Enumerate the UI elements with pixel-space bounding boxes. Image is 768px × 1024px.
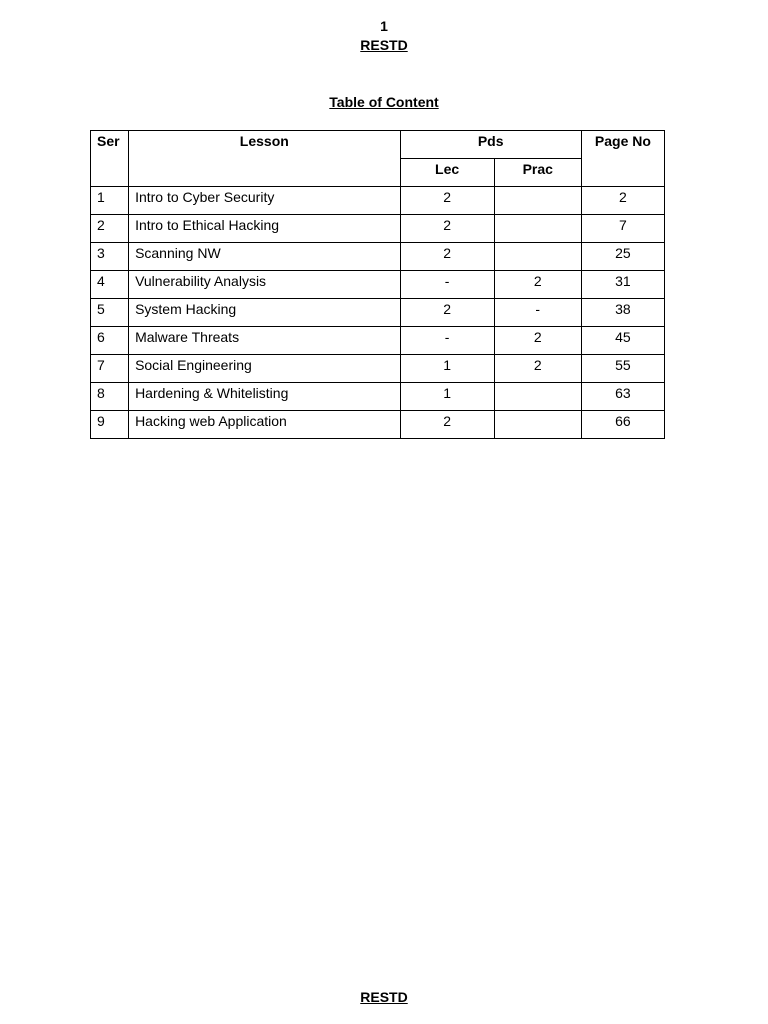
cell-lec: 2: [400, 215, 494, 243]
header-prac: Prac: [494, 159, 581, 187]
document-title: Table of Content: [329, 94, 439, 110]
cell-prac: [494, 243, 581, 271]
table-row: [91, 243, 665, 271]
header-ser: Ser: [91, 131, 129, 187]
cell-ser: 2: [91, 215, 129, 243]
header-lesson: Lesson: [129, 131, 400, 187]
header-page-no: Page No: [581, 131, 664, 187]
cell-ser: 6: [91, 327, 129, 355]
cell-lesson: Vulnerability Analysis: [129, 271, 400, 299]
classification-header: RESTD: [360, 37, 408, 53]
header-pds: Pds: [400, 131, 581, 159]
cell-prac: [494, 215, 581, 243]
cell-prac: 2: [494, 355, 581, 383]
cell-prac: 2: [494, 271, 581, 299]
cell-ser: 1: [91, 187, 129, 215]
page-number: 1: [380, 18, 388, 34]
cell-lesson: Intro to Cyber Security: [129, 187, 400, 215]
table-header-row: [91, 131, 665, 159]
table-of-contents: [90, 130, 665, 439]
table-body: [91, 187, 665, 439]
cell-ser: 8: [91, 383, 129, 411]
cell-page-no: 2: [581, 187, 664, 215]
cell-lesson: Hardening & Whitelisting: [129, 383, 400, 411]
cell-prac: [494, 383, 581, 411]
cell-lec: 2: [400, 411, 494, 439]
cell-lec: 2: [400, 187, 494, 215]
cell-lesson: Intro to Ethical Hacking: [129, 215, 400, 243]
table-row: [91, 355, 665, 383]
cell-prac: [494, 187, 581, 215]
cell-lec: 1: [400, 355, 494, 383]
cell-page-no: 66: [581, 411, 664, 439]
cell-ser: 9: [91, 411, 129, 439]
header-lec: Lec: [400, 159, 494, 187]
classification-footer: RESTD: [360, 989, 408, 1005]
cell-lec: -: [400, 271, 494, 299]
cell-lec: 1: [400, 383, 494, 411]
table-row: [91, 271, 665, 299]
table-row: [91, 383, 665, 411]
cell-page-no: 25: [581, 243, 664, 271]
cell-page-no: 38: [581, 299, 664, 327]
table-row: [91, 411, 665, 439]
cell-prac: -: [494, 299, 581, 327]
table-row: [91, 187, 665, 215]
cell-lec: -: [400, 327, 494, 355]
cell-lesson: Scanning NW: [129, 243, 400, 271]
cell-prac: 2: [494, 327, 581, 355]
cell-prac: [494, 411, 581, 439]
cell-lesson: Malware Threats: [129, 327, 400, 355]
cell-lec: 2: [400, 299, 494, 327]
cell-lec: 2: [400, 243, 494, 271]
cell-page-no: 31: [581, 271, 664, 299]
table-row: [91, 215, 665, 243]
table-row: [91, 327, 665, 355]
cell-page-no: 55: [581, 355, 664, 383]
cell-lesson: Hacking web Application: [129, 411, 400, 439]
cell-page-no: 63: [581, 383, 664, 411]
table-row: [91, 299, 665, 327]
cell-ser: 4: [91, 271, 129, 299]
cell-ser: 3: [91, 243, 129, 271]
cell-lesson: Social Engineering: [129, 355, 400, 383]
cell-page-no: 7: [581, 215, 664, 243]
cell-lesson: System Hacking: [129, 299, 400, 327]
cell-page-no: 45: [581, 327, 664, 355]
cell-ser: 7: [91, 355, 129, 383]
cell-ser: 5: [91, 299, 129, 327]
